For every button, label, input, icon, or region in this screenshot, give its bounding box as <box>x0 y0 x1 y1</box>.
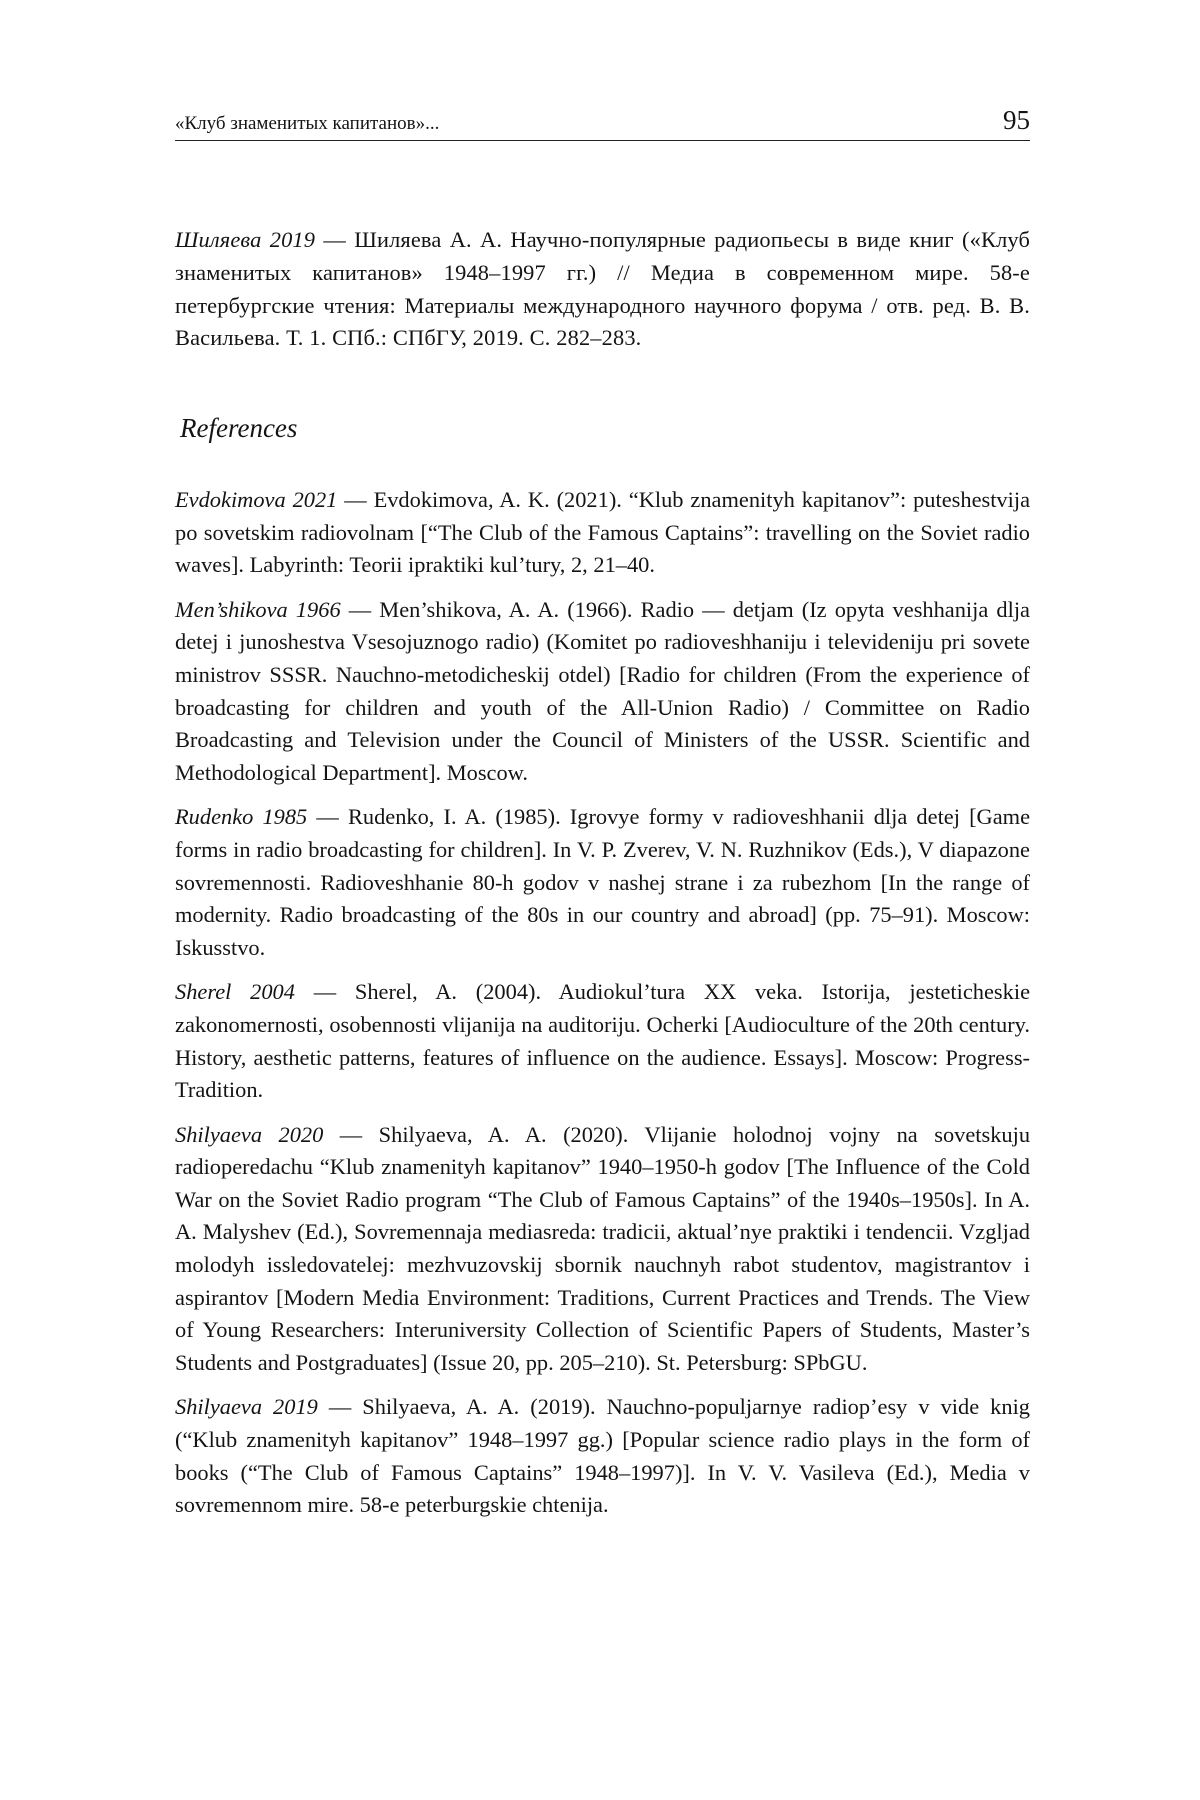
entry-text: Шиляева А. А. Научно-популярные радиопьесы в виде книг («Клуб знаменитых капитанов» 1948–1997 гг.) // Медиа в современном мире. 58-е петербургские чтения: Материалы международного научного форума / отв. ред. В. В. Васильева. Т. 1. СПб.: СПбГУ, 2019. С. 282–283. <box>175 227 1030 351</box>
references-heading: References <box>180 413 298 443</box>
running-head <box>175 105 1030 136</box>
entry-key: Men’shikova 1966 <box>175 596 341 622</box>
reference-entry <box>175 594 1030 790</box>
reference-entry <box>175 484 1030 582</box>
entry-separator: — <box>340 596 380 622</box>
entry-key: Шиляева 2019 <box>175 227 316 253</box>
entry-separator: — <box>317 1394 363 1420</box>
entry-text: Rudenko, I. A. (1985). Igrovye formy v radioveshhanii dlja detej [Game forms in radio broadcasting for children]. In V. P. Zverev, V. N. Ruzhnikov (Eds.), V diapazone sovremennosti. Radioveshhanie 80-h godov v nashej strane i za rubezhom [In the range of modernity. Radio broadcasting of the 80s in our country and abroad] (pp. 75–91). Moscow: Iskusstvo. <box>175 804 1031 960</box>
reference-entry <box>175 1119 1030 1380</box>
entry-key: Shilyaeva 2020 <box>175 1121 324 1147</box>
entry-key: Sherel 2004 <box>175 979 295 1005</box>
page-number: 95 <box>1003 105 1030 135</box>
entry-text: Men’shikova, A. A. (1966). Radio — detjam (Iz opyta veshhanija dlja detej i junoshestva Vsesojuznogo radio) (Komitet po radioveshhaniju i televideniju pri sovete ministrov SSSR. Nauchno-metodicheskij otdel) [Radio for children (From the experience of broadcasting for children and youth of the All-Union Radio) / Committee on Radio Broadcasting and Television under the Council of Ministers of the USSR. Scientific and Methodological Department]. Moscow. <box>175 596 1030 785</box>
entry-separator: — <box>294 979 355 1005</box>
entry-key: Rudenko 1985 <box>175 804 308 830</box>
running-head-title: «Клуб знаменитых капитанов»... <box>175 113 440 134</box>
page <box>175 0 1030 1800</box>
references-list <box>175 484 1030 1534</box>
reference-entry <box>175 976 1030 1106</box>
entry-text: Sherel, A. (2004). Audiokul’tura XX veka. Istorija, jesteticheskie zakonomernosti, osobennosti vlijanija na auditoriju. Ocherki [Audioculture of the 20th century. History, aesthetic patterns, features of influence on the audience. Essays]. Moscow: Progress-Tradition. <box>175 979 1031 1103</box>
entry-separator: — <box>323 1121 379 1147</box>
entry-text: Evdokimova, A. K. (2021). “Klub znamenityh kapitanov”: puteshestvija po sovetskim radiovolnam [“The Club of the Famous Captains”: travelling on the Soviet radio waves]. Labyrinth: Teorii ipraktiki kul’tury, 2, 21–40. <box>175 487 1031 578</box>
reference-entry <box>175 801 1030 964</box>
entry-key: Shilyaeva 2019 <box>175 1394 318 1420</box>
entry-key: Evdokimova 2021 <box>175 487 338 512</box>
entry-text: Shilyaeva, A. A. (2020). Vlijanie holodnoj vojny na sovetskuju radioperedachu “Klub znamenityh kapitanov” 1940–1950-h godov [The Influence of the Cold War on the Soviet Radio program “The Club of Famous Captains” of the 1940s–1950s]. In A. A. Malyshev (Ed.), Sovremennaja mediasreda: tradicii, aktual’nye praktiki i tendencii. Vzgljad molodyh issledovatelej: mezhvuzovskij sbornik nauchnyh rabot studentov, magistrantov i aspirantov [Modern Media Environment: Traditions, Current Practices and Trends. The View of Young Researchers: Interuniversity Collection of Scientific Papers of Students, Master’s Students and Postgraduates] (Issue 20, pp. 205–210). St. Petersburg: SPbGU. <box>175 1121 1031 1375</box>
entry-text: Shilyaeva, A. A. (2019). Nauchno-populjarnye radiop’esy v vide knig (“Klub znamenityh kapitanov” 1948–1997 gg.) [Popular science radio plays in the form of books (“The Club of Famous Captains” 1948–1997)]. In V. V. Vasileva (Ed.), Media v sovremennom mire. 58-e peterburgskie chtenija. <box>175 1394 1030 1518</box>
header-rule <box>175 140 1030 141</box>
reference-entry <box>175 1391 1030 1521</box>
entry-separator: — <box>337 487 374 512</box>
russian-bibliography-entry <box>175 224 1030 354</box>
entry-separator: — <box>315 227 355 253</box>
entry-separator: — <box>307 804 348 830</box>
